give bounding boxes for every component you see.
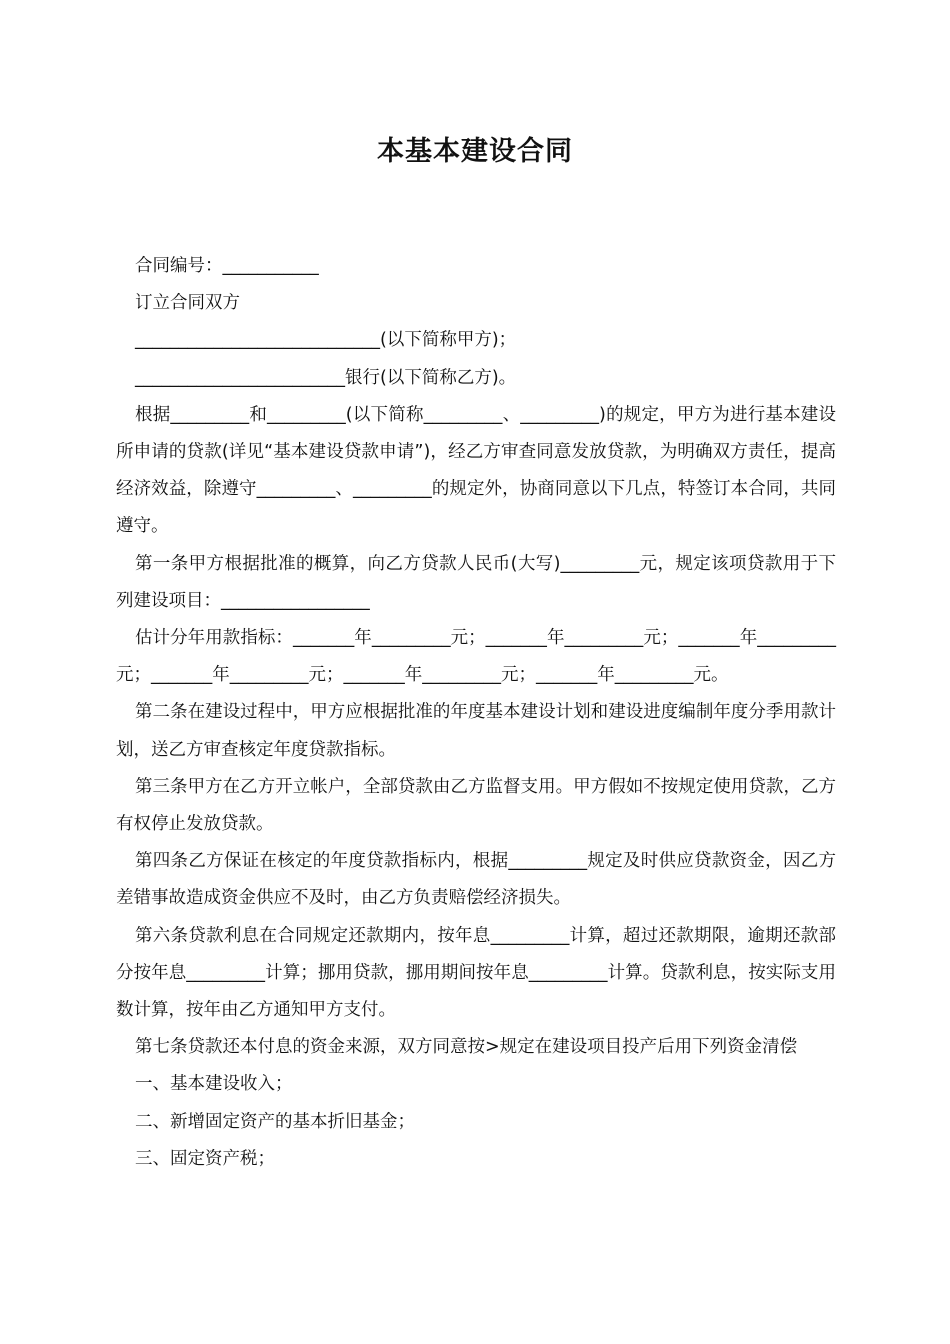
annual-allocation-paragraph: 估计分年用款指标：_______年_________元；_______年_________元；_______年_________元；_______年_________元；_______年_________元；_______年_________元。 bbox=[116, 628, 836, 686]
article-7-paragraph: 第七条贷款还本付息的资金来源，双方同意按>规定在建设项目投产后用下列资金清偿 bbox=[135, 1037, 798, 1058]
article-1-paragraph: 第一条甲方根据批准的概算，向乙方贷款人民币(大写)_________元，规定该项贷款用于下列建设项目：_________________ bbox=[116, 553, 836, 611]
list-item: 三、固定资产税； bbox=[135, 1148, 275, 1169]
article-2-paragraph: 第二条在建设过程中，甲方应根据批准的年度基本建设计划和建设进度编制年度分季用款计划，送乙方审查核定年度贷款指标。 bbox=[116, 702, 836, 760]
article-3-paragraph: 第三条甲方在乙方开立帐户，全部贷款由乙方监督支用。甲方假如不按规定使用贷款，乙方有权停止发放贷款。 bbox=[116, 776, 836, 835]
contract-title: 本基本建设合同 bbox=[377, 136, 573, 167]
party-a-line: ____________________________(以下简称甲方)； bbox=[135, 330, 517, 351]
parties-heading: 订立合同双方 bbox=[135, 293, 240, 314]
list-item: 一、基本建设收入； bbox=[135, 1074, 293, 1095]
contract-body bbox=[116, 248, 836, 1178]
preamble-paragraph: 根据_________和_________(以下简称_________、_________)的规定，甲方为进行基本建设所申请的贷款(详见“基本建设贷款申请”)，经乙方审查同意发放贷款，为明确双方责任，提高经济效益，除遵守_________、_________的规定外，协商同意以下几点，特签订本合同，共同遵守。 bbox=[116, 404, 836, 537]
contract-number: 合同编号：___________ bbox=[135, 256, 319, 276]
article-4-paragraph: 第四条乙方保证在核定的年度贷款指标内，根据_________规定及时供应贷款资金，因乙方差错事故造成资金供应不及时，由乙方负责赔偿经济损失。 bbox=[116, 851, 836, 909]
list-item: 二、新增固定资产的基本折旧基金； bbox=[135, 1111, 415, 1132]
article-6-paragraph: 第六条贷款利息在合同规定还款期内，按年息_________计算，超过还款期限，逾期还款部分按年息_________计算；挪用贷款，挪用期间按年息_________计算。贷款利息，按实际支用数计算，按年由乙方通知甲方支付。 bbox=[116, 925, 836, 1021]
party-b-line: ________________________银行(以下简称乙方)。 bbox=[135, 367, 517, 388]
